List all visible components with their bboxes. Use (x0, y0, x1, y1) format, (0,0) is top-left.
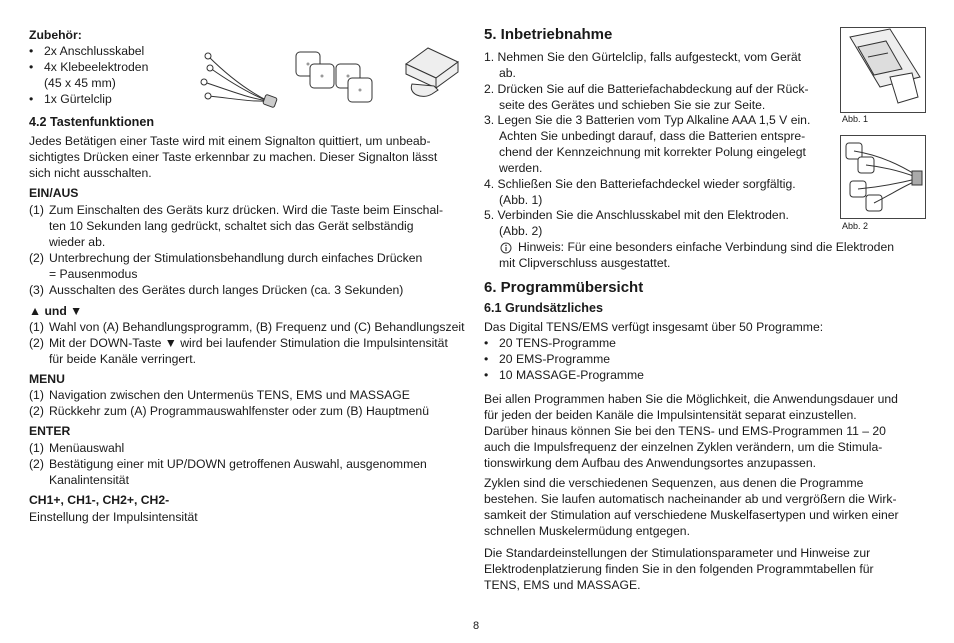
paragraph-line: bestehen. Sie laufen automatisch nacheinander ab und vergrößern die Wirk- (484, 492, 897, 506)
step-line: 4. Schließen Sie den Batteriefachdeckel wieder sorgfältig. (484, 177, 796, 191)
hint-text: Hinweis: Für eine besonders einfache Verbindung sind die Elektroden (518, 240, 895, 254)
paragraph-line: TENS, EMS und MASSAGE. (484, 578, 641, 592)
accessory-item: 1x Gürtelclip (44, 92, 112, 106)
step-line: 5. Verbinden Sie die Anschlusskabel mit den Elektroden. (484, 208, 789, 222)
accessory-item: 2x Anschlusskabel (44, 44, 145, 58)
paragraph-line: Das Digital TENS/EMS verfügt insgesamt über 50 Programme: (484, 320, 824, 334)
list-text: Bestätigung einer mit UP/DOWN getroffenen Auswahl, ausgenommen (49, 457, 427, 471)
bullet-dot: • (29, 92, 34, 106)
menu-heading: MENU (29, 372, 65, 386)
channels-text: Einstellung der Impulsintensität (29, 510, 198, 524)
paragraph-line: sichtigtes Drücken einer Taste erkennbar zu machen. Dieser Signalton lässt (29, 150, 438, 164)
paragraph-line: Elektrodenplatzierung finden Sie in den folgenden Programmtabellen für (484, 562, 874, 576)
program-bullet: 10 MASSAGE-Programme (499, 368, 644, 382)
step-line: (Abb. 1) (499, 193, 543, 207)
paragraph-line: sich nicht ausschalten. (29, 166, 152, 180)
step-line: Achten Sie unbedingt darauf, dass die Batterien entspre- (499, 129, 806, 143)
paragraph-line: Bei allen Programmen haben Sie die Möglichkeit, die Anwendungsdauer und (484, 392, 898, 406)
list-text: Navigation zwischen den Untermenüs TENS, EMS und MASSAGE (49, 388, 410, 402)
section-6-1-heading: 6.1 Grundsätzliches (484, 301, 603, 315)
list-marker: (1) (29, 388, 44, 402)
list-text: Mit der DOWN-Taste ▼ wird bei laufender Stimulation die Impulsintensität (49, 336, 448, 350)
figure-2-caption: Abb. 2 (842, 221, 869, 231)
figure-1-caption: Abb. 1 (842, 114, 869, 124)
program-bullet: 20 TENS-Programme (499, 336, 616, 350)
list-text: Ausschalten des Gerätes durch langes Drücken (ca. 3 Sekunden) (49, 283, 404, 297)
accessories-heading: Zubehör: (29, 28, 82, 42)
step-line: 2. Drücken Sie auf die Batteriefachabdeckung auf der Rück- (484, 82, 809, 96)
list-text: ten 10 Sekunden lang gedrückt, schaltet sich das Gerät selbständig (49, 219, 414, 233)
step-line: werden. (499, 161, 543, 175)
paragraph-line: für jeden der beiden Kanäle die Impulsintensität separat einzustellen. (484, 408, 857, 422)
electrode-pads-illustration (294, 50, 384, 106)
list-text: Menüauswahl (49, 441, 125, 455)
step-line: chend der Kennzeichnung mit korrekter Polung eingelegt (499, 145, 806, 159)
list-marker: (1) (29, 320, 44, 334)
section-6-heading: 6. Programmübersicht (484, 279, 644, 296)
info-circle-icon (500, 240, 512, 257)
list-text: = Pausenmodus (49, 267, 138, 281)
accessory-item: (45 x 45 mm) (44, 76, 116, 90)
list-text: Rückkehr zum (A) Programmauswahlfenster oder zum (B) Hauptmenü (49, 404, 429, 418)
paragraph-line: schnellen Muskelermüdung entgegen. (484, 524, 690, 538)
hint-text: mit Clipverschluss ausgestattet. (499, 256, 671, 270)
step-line: (Abb. 2) (499, 224, 543, 238)
cable-electrode-connection-illustration (840, 135, 926, 219)
list-marker: (1) (29, 441, 44, 455)
section-5-heading: 5. Inbetriebnahme (484, 26, 613, 43)
step-line: ab. (499, 66, 516, 80)
page-number: 8 (473, 620, 480, 632)
list-marker: (1) (29, 203, 44, 217)
list-text: wieder ab. (49, 235, 106, 249)
list-text: Unterbrechung der Stimulationsbehandlung durch einfaches Drücken (49, 251, 423, 265)
belt-clip-illustration (398, 44, 466, 104)
bullet-dot: • (484, 336, 489, 350)
bullet-dot: • (29, 60, 34, 74)
paragraph-line: tionswirkung dem Aufbau des Anwendungsortes anzupassen. (484, 456, 816, 470)
section-4-2-heading: 4.2 Tastenfunktionen (29, 115, 155, 129)
paragraph-line: auch die Impulsfrequenz der einzelnen Zyklen verändern, um die Stimula- (484, 440, 883, 454)
bullet-dot: • (29, 44, 34, 58)
step-line: 3. Legen Sie die 3 Batterien vom Typ Alkaline AAA 1,5 V ein. (484, 113, 811, 127)
step-line: seite des Gerätes und schieben Sie sie zur Seite. (499, 98, 766, 112)
list-text: Kanalintensität (49, 473, 129, 487)
step-line: 1. Nehmen Sie den Gürtelclip, falls aufgesteckt, vom Gerät (484, 50, 802, 64)
paragraph-line: samkeit der Stimulation auf verschiedene Muskelfasertypen und wirken einer (484, 508, 899, 522)
list-marker: (2) (29, 457, 44, 471)
accessory-item: 4x Klebeelektroden (44, 60, 149, 74)
list-marker: (2) (29, 251, 44, 265)
battery-compartment-illustration (840, 27, 926, 113)
channels-heading: CH1+, CH1-, CH2+, CH2- (29, 493, 170, 507)
bullet-dot: • (484, 368, 489, 382)
list-marker: (3) (29, 283, 44, 297)
list-text: für beide Kanäle verringert. (49, 352, 197, 366)
list-text: Zum Einschalten des Geräts kurz drücken. Wird die Taste beim Einschal- (49, 203, 443, 217)
up-down-heading: ▲ und ▼ (29, 304, 83, 318)
list-text: Wahl von (A) Behandlungsprogramm, (B) Frequenz und (C) Behandlungszeit (49, 320, 465, 334)
list-marker: (2) (29, 404, 44, 418)
paragraph-line: Die Standardeinstellungen der Stimulationsparameter und Hinweise zur (484, 546, 871, 560)
paragraph-line: Darüber hinaus können Sie bei den TENS- und EMS-Programmen 11 – 20 (484, 424, 886, 438)
list-marker: (2) (29, 336, 44, 350)
bullet-dot: • (484, 352, 489, 366)
program-bullet: 20 EMS-Programme (499, 352, 611, 366)
enter-heading: ENTER (29, 424, 71, 438)
ein-aus-heading: EIN/AUS (29, 186, 79, 200)
cable-illustration (188, 46, 280, 114)
paragraph-line: Jedes Betätigen einer Taste wird mit einem Signalton quittiert, um unbeab- (29, 134, 431, 148)
paragraph-line: Zyklen sind die verschiedenen Sequenzen, aus denen die Programme (484, 476, 864, 490)
